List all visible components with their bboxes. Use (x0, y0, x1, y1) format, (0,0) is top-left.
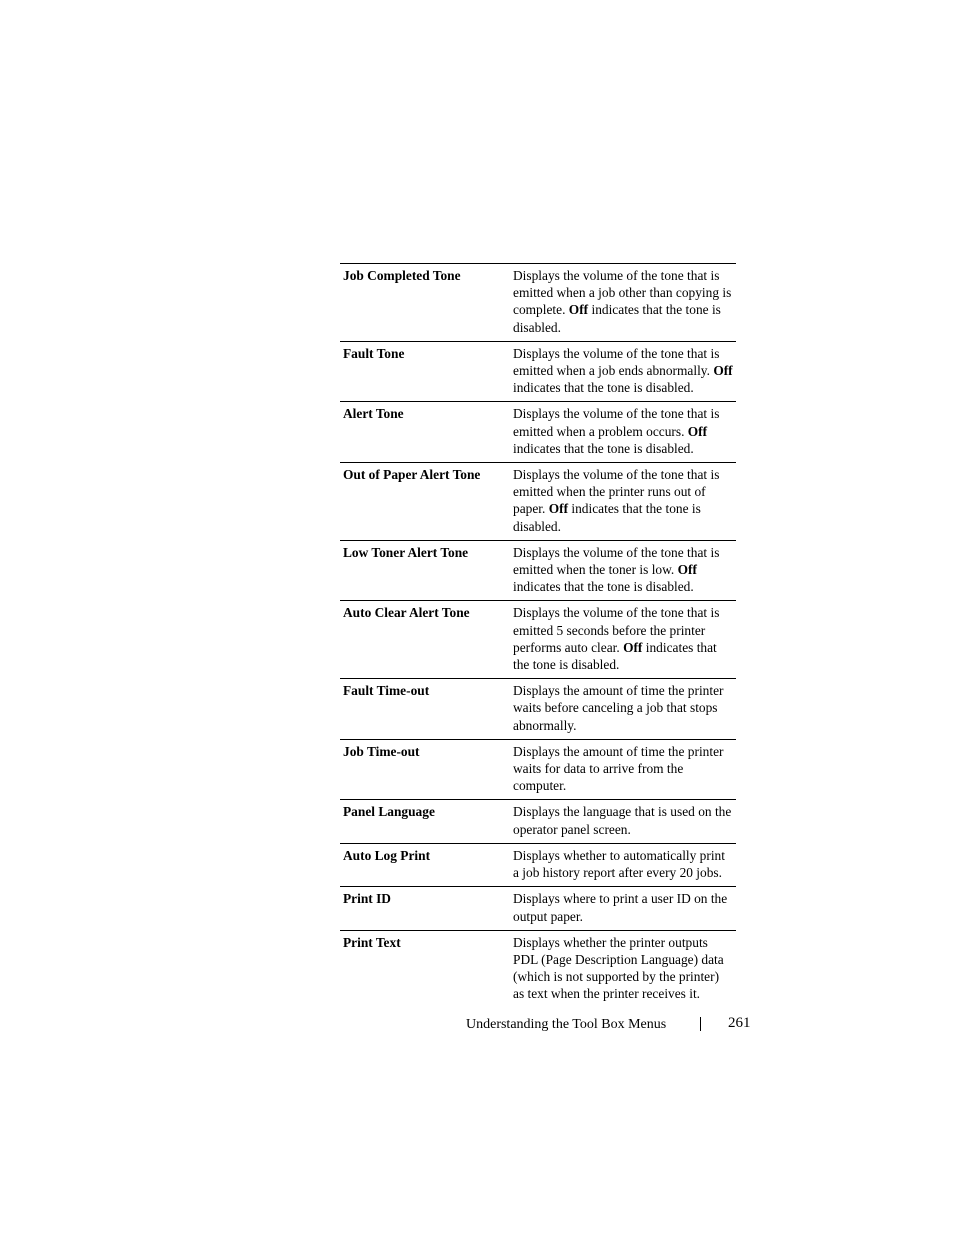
page-footer (466, 1014, 756, 1034)
description-text: indicates that the tone is disabled. (513, 639, 717, 673)
description-text: Displays whether to automatically print a job history report after every 20 jobs. (513, 847, 725, 881)
setting-description (507, 463, 736, 541)
description-text: Displays where to print a user ID on the output paper. (513, 891, 728, 924)
description-text: Displays the volume of the tone that is emitted when the printer runs out of paper. (513, 467, 720, 517)
description-text: indicates that the tone is disabled. (513, 501, 701, 534)
table-row (340, 540, 736, 601)
description-text: Displays the amount of time the printer waits for data to arrive from the computer. (513, 743, 724, 794)
setting-name: Job Time-out (343, 743, 420, 759)
table-row (340, 739, 736, 800)
setting-description (507, 601, 736, 679)
setting-name: Panel Language (343, 804, 435, 820)
table-row (340, 402, 736, 463)
table-row (340, 930, 736, 1007)
table-row (340, 843, 736, 886)
description-emphasis: Off (677, 562, 697, 578)
setting-description (507, 739, 736, 800)
description-text: Displays the volume of the tone that is emitted when a problem occurs. (513, 406, 720, 439)
footer-section-title: Understanding the Tool Box Menus (466, 1017, 667, 1032)
setting-description (507, 843, 736, 886)
table-row (340, 800, 736, 843)
description-emphasis: Off (568, 302, 589, 318)
setting-name: Out of Paper Alert Tone (343, 467, 481, 483)
setting-description (507, 402, 736, 463)
setting-description (507, 540, 736, 601)
description-emphasis: Off (713, 363, 733, 379)
setting-description (507, 800, 736, 843)
table-row (340, 887, 736, 930)
setting-name: Alert Tone (343, 406, 404, 422)
description-text: Displays the volume of the tone that is emitted when a job ends abnormally. (513, 345, 720, 379)
description-text: Displays the volume of the tone that is emitted when the toner is low. (513, 544, 720, 578)
description-text: indicates that the tone is disabled. (513, 380, 694, 396)
setting-description (507, 930, 736, 1007)
settings-table-body (340, 264, 736, 1008)
setting-name: Print ID (343, 891, 391, 907)
description-emphasis: Off (687, 423, 708, 439)
setting-name: Job Completed Tone (343, 268, 461, 283)
setting-name: Fault Time-out (343, 683, 430, 699)
setting-name: Auto Clear Alert Tone (343, 605, 470, 621)
footer-separator (700, 1017, 701, 1031)
description-text: Displays whether the printer outputs PDL (Page Description Language) data (which is not supported by the printer) as text when the printer receives it. (513, 934, 724, 1002)
description-emphasis: Off (623, 639, 643, 655)
setting-name: Auto Log Print (343, 847, 431, 863)
setting-description (507, 887, 736, 930)
table-row (340, 264, 736, 342)
table-row (340, 463, 736, 541)
table-row (340, 341, 736, 402)
page-number: 261 (728, 1015, 751, 1031)
setting-description (507, 264, 736, 342)
description-text: Displays the volume of the tone that is emitted when a job other than copying is complete. (513, 268, 732, 318)
setting-name: Low Toner Alert Tone (343, 544, 469, 560)
setting-description (507, 679, 736, 740)
description-text: Displays the amount of time the printer waits before canceling a job that stops abnormally. (513, 683, 724, 733)
description-text: indicates that the tone is disabled. (513, 579, 694, 595)
description-text: indicates that the tone is disabled. (513, 302, 721, 335)
setting-name: Fault Tone (343, 345, 405, 361)
description-text: Displays the language that is used on the operator panel screen. (513, 804, 732, 837)
description-text: indicates that the tone is disabled. (513, 440, 694, 456)
description-text: Displays the volume of the tone that is emitted 5 seconds before the printer performs auto clear. (513, 605, 720, 655)
setting-description (507, 341, 736, 402)
description-emphasis: Off (548, 501, 569, 517)
settings-table (340, 263, 736, 1008)
table-row (340, 679, 736, 740)
table-row (340, 601, 736, 679)
setting-name: Print Text (343, 934, 401, 950)
